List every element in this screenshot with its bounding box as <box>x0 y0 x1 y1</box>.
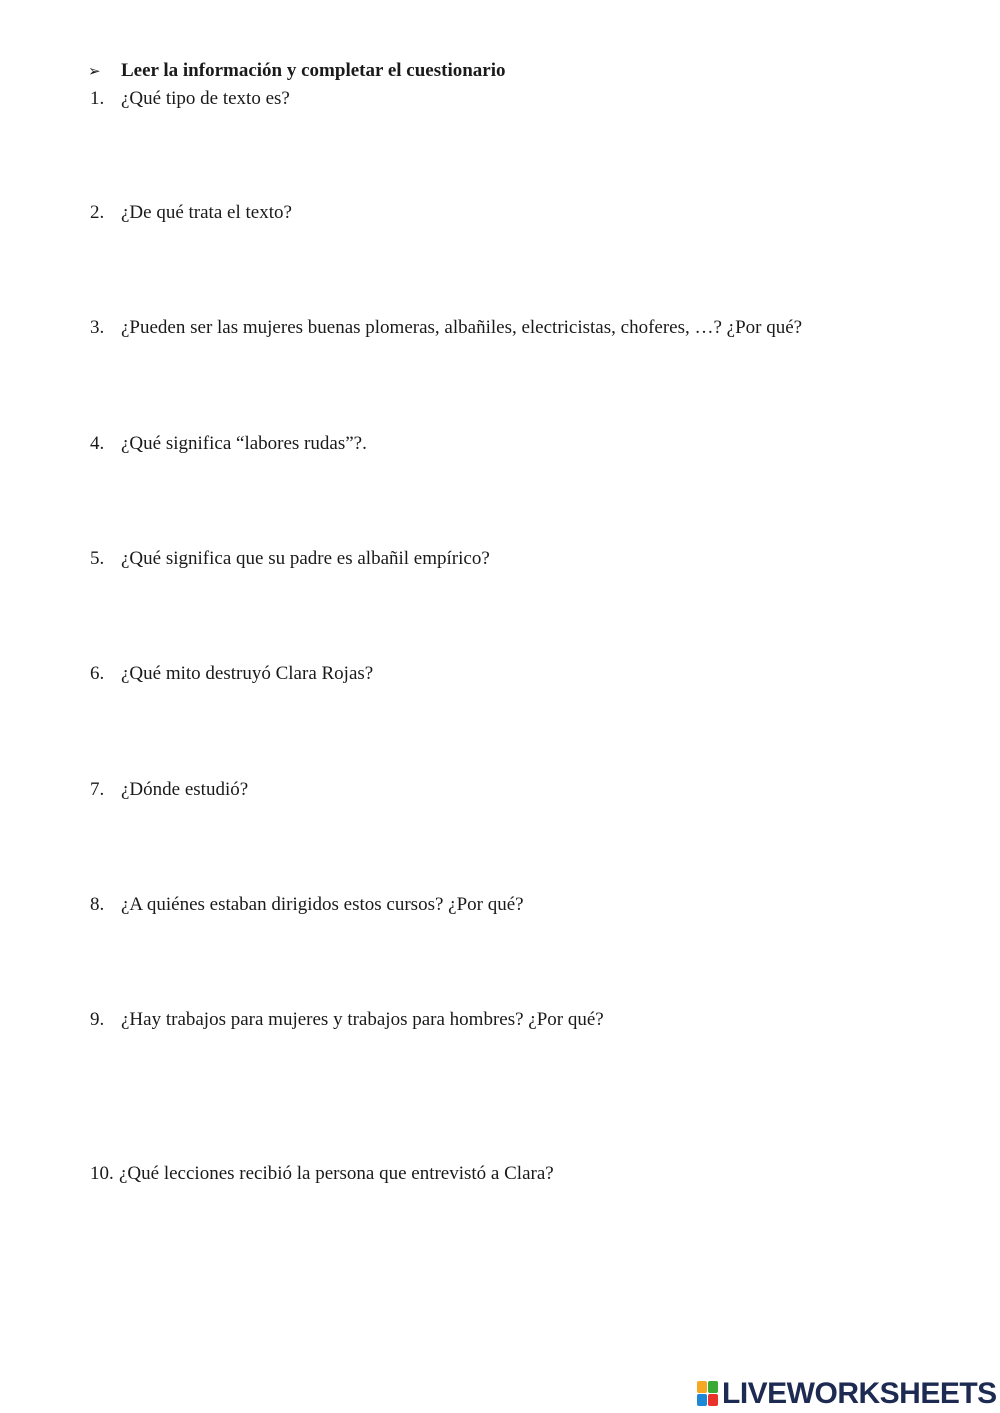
question-number: 6. <box>90 663 105 684</box>
question-text: ¿Qué tipo de texto es? <box>121 88 290 109</box>
question-number: 3. <box>90 317 105 338</box>
instruction-heading <box>88 60 506 82</box>
question-number: 7. <box>90 779 105 800</box>
question-item <box>90 548 490 570</box>
question-text: ¿Dónde estudió? <box>121 779 249 800</box>
logo-text: LIVEWORKSHEETS <box>722 1377 997 1410</box>
liveworksheets-logo-icon <box>697 1381 719 1407</box>
question-text: ¿A quiénes estaban dirigidos estos cursos? ¿Por qué? <box>121 894 524 915</box>
question-text: ¿Hay trabajos para mujeres y trabajos para hombres? ¿Por qué? <box>121 1009 604 1030</box>
question-item <box>90 894 524 916</box>
question-number: 1. <box>90 88 105 109</box>
question-item <box>90 202 292 224</box>
question-text: ¿Pueden ser las mujeres buenas plomeras, albañiles, electricistas, choferes, …? ¿Por qué? <box>121 317 803 338</box>
logo-block-icon <box>697 1381 707 1393</box>
question-number: 8. <box>90 894 105 915</box>
arrow-bullet-icon: ➢ <box>88 62 101 80</box>
question-item <box>90 779 248 801</box>
instruction-text: Leer la información y completar el cuestionario <box>121 60 506 81</box>
logo-block-icon <box>697 1394 707 1406</box>
question-text: ¿Qué mito destruyó Clara Rojas? <box>121 663 374 684</box>
question-item <box>90 317 802 339</box>
question-text: ¿Qué significa “labores rudas”?. <box>121 433 367 454</box>
question-item <box>90 1009 604 1031</box>
question-text: ¿De qué trata el texto? <box>121 202 292 223</box>
question-number: 2. <box>90 202 105 223</box>
question-text: ¿Qué lecciones recibió la persona que entrevistó a Clara? <box>119 1163 554 1184</box>
question-item <box>90 433 367 455</box>
logo-block-icon <box>708 1381 718 1393</box>
question-item <box>90 88 290 110</box>
logo-block-icon <box>708 1394 718 1406</box>
question-item <box>90 1163 554 1185</box>
question-number: 9. <box>90 1009 105 1030</box>
question-item <box>90 663 373 685</box>
question-number: 4. <box>90 433 105 454</box>
liveworksheets-logo <box>697 1378 997 1410</box>
question-text: ¿Qué significa que su padre es albañil empírico? <box>121 548 490 569</box>
question-number: 5. <box>90 548 105 569</box>
question-number: 10. <box>90 1163 114 1184</box>
